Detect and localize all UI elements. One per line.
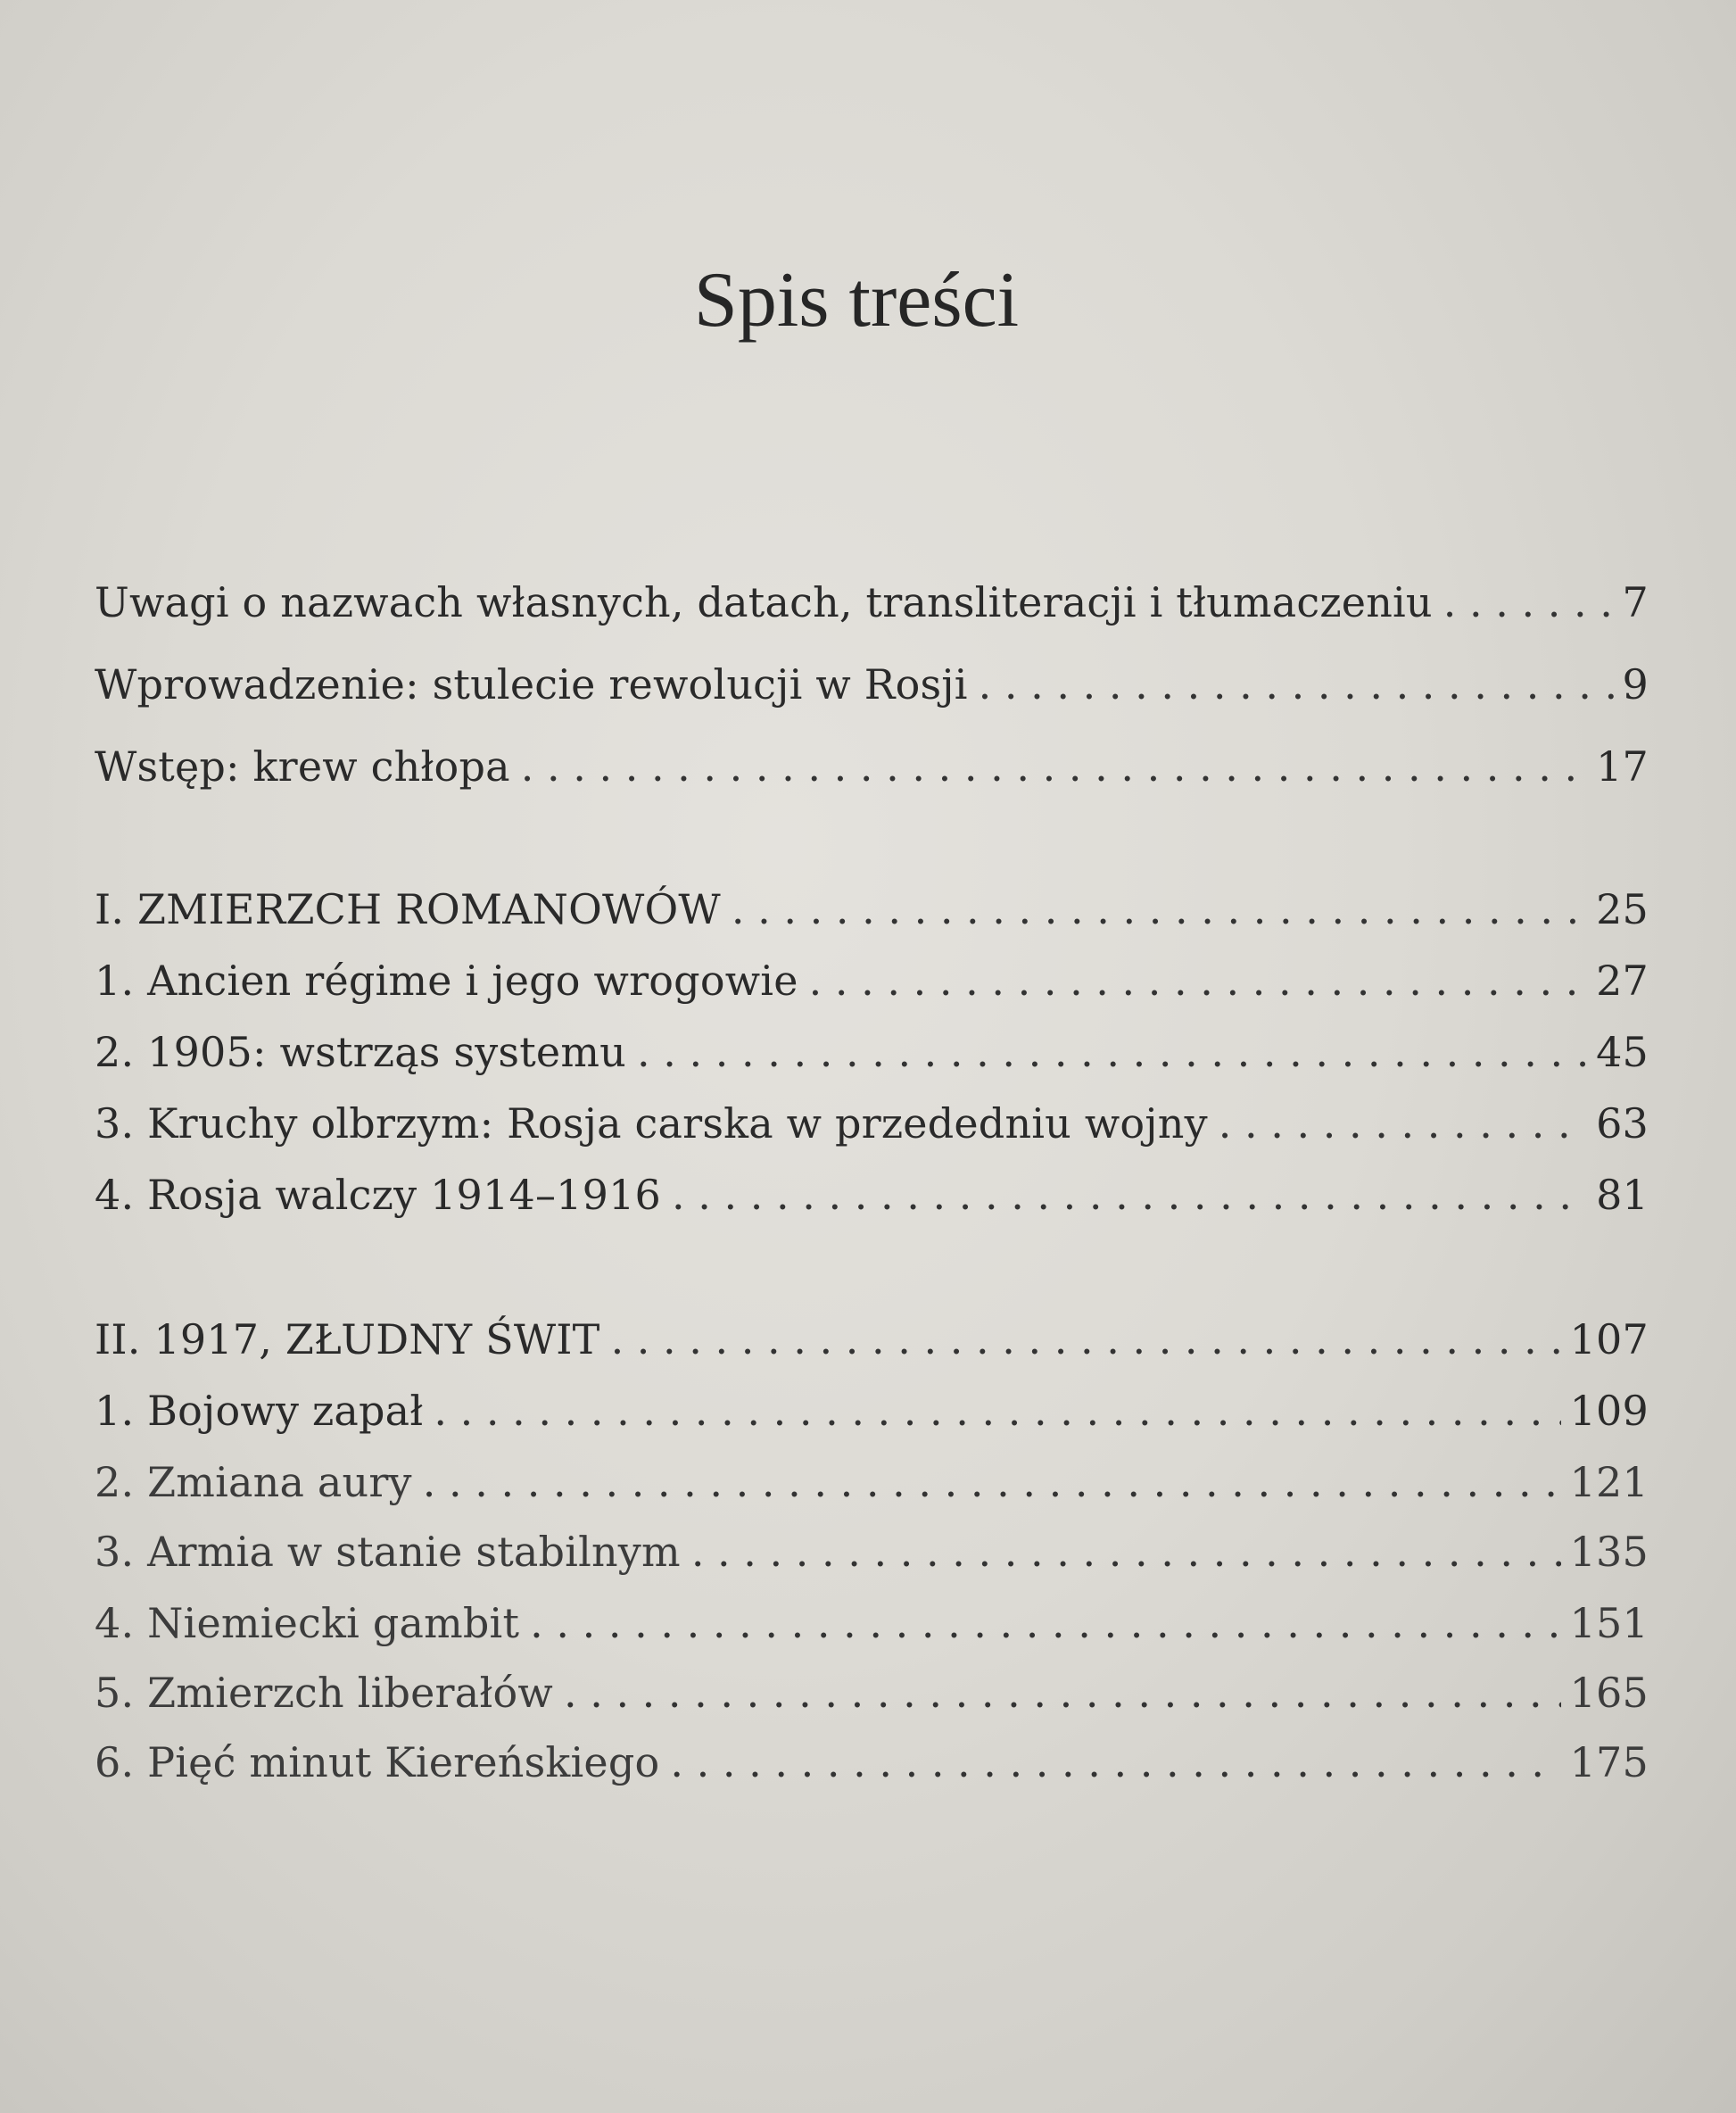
toc-entry-label: 2. Zmiana aury [95,1458,412,1506]
dot-leader [1219,1099,1587,1148]
toc-entry [95,578,1649,626]
dot-leader [809,957,1587,1005]
toc-entry-page: 17 [1596,742,1649,791]
dot-leader [670,1738,1560,1786]
toc-entry-label: II. 1917, ZŁUDNY ŚWIT [95,1315,600,1363]
toc-entry-label: Uwagi o nazwach własnych, datach, transliteracji i tłumaczeniu [95,578,1433,626]
toc-entry-label: 2. 1905: wstrząs systemu [95,1028,626,1076]
toc-entry [95,1099,1649,1148]
toc-entry [95,1171,1649,1219]
dot-leader [434,1387,1560,1435]
dot-leader [423,1458,1561,1506]
toc-entry-page: 27 [1596,957,1649,1005]
toc-entry [95,1738,1649,1786]
toc-entry-label: 6. Pięć minut Kiereńskiego [95,1738,660,1786]
toc-entry-page: 121 [1569,1458,1649,1506]
toc-entry-page: 7 [1622,578,1649,626]
dot-leader [672,1171,1587,1219]
toc-entry [95,1458,1649,1506]
toc-entry-label: 3. Armia w stanie stabilnym [95,1528,681,1576]
dot-leader [691,1528,1561,1576]
toc-part-heading [95,885,1649,933]
toc-entry-page: 9 [1622,660,1649,708]
toc-part-heading [95,1315,1649,1363]
toc-entry-page: 45 [1596,1028,1649,1076]
toc-entry [95,1528,1649,1576]
dot-leader [979,660,1614,708]
toc-entry [95,1387,1649,1435]
toc-entry [95,1599,1649,1647]
toc-entry-label: 4. Rosja walczy 1914–1916 [95,1171,662,1219]
toc-entry-page: 151 [1569,1599,1649,1647]
toc-entry [95,1669,1649,1717]
dot-leader [521,742,1587,791]
toc-entry-page: 25 [1596,885,1649,933]
page-title: Spis treści [693,257,1020,344]
toc-entry-page: 109 [1569,1387,1649,1435]
toc-entry-page: 135 [1569,1528,1649,1576]
toc-entry-label: 3. Kruchy olbrzym: Rosja carska w przededniu wojny [95,1099,1208,1148]
toc-entry [95,1028,1649,1076]
toc-entry [95,957,1649,1005]
toc-entry-label: I. ZMIERZCH ROMANOWÓW [95,885,721,933]
toc-entry [95,660,1649,708]
toc-entry-page: 107 [1569,1315,1649,1363]
dot-leader [732,885,1587,933]
dot-leader [611,1315,1561,1363]
toc-entry-label: 1. Ancien régime i jego wrogowie [95,957,798,1005]
toc-entry-page: 81 [1596,1171,1649,1219]
toc-entry-label: Wstęp: krew chłopa [95,742,510,791]
toc-entry [95,742,1649,791]
toc-entry-page: 175 [1569,1738,1649,1786]
dot-leader [564,1669,1561,1717]
dot-leader [1443,578,1614,626]
toc-entry-label: 1. Bojowy zapał [95,1387,424,1435]
toc-entry-page: 63 [1596,1099,1649,1148]
dot-leader [530,1599,1560,1647]
toc-entry-label: 5. Zmierzch liberałów [95,1669,553,1717]
dot-leader [637,1028,1587,1076]
toc-entry-label: Wprowadzenie: stulecie rewolucji w Rosji [95,660,968,708]
toc-entry-page: 165 [1569,1669,1649,1717]
toc-entry-label: 4. Niemiecki gambit [95,1599,520,1647]
